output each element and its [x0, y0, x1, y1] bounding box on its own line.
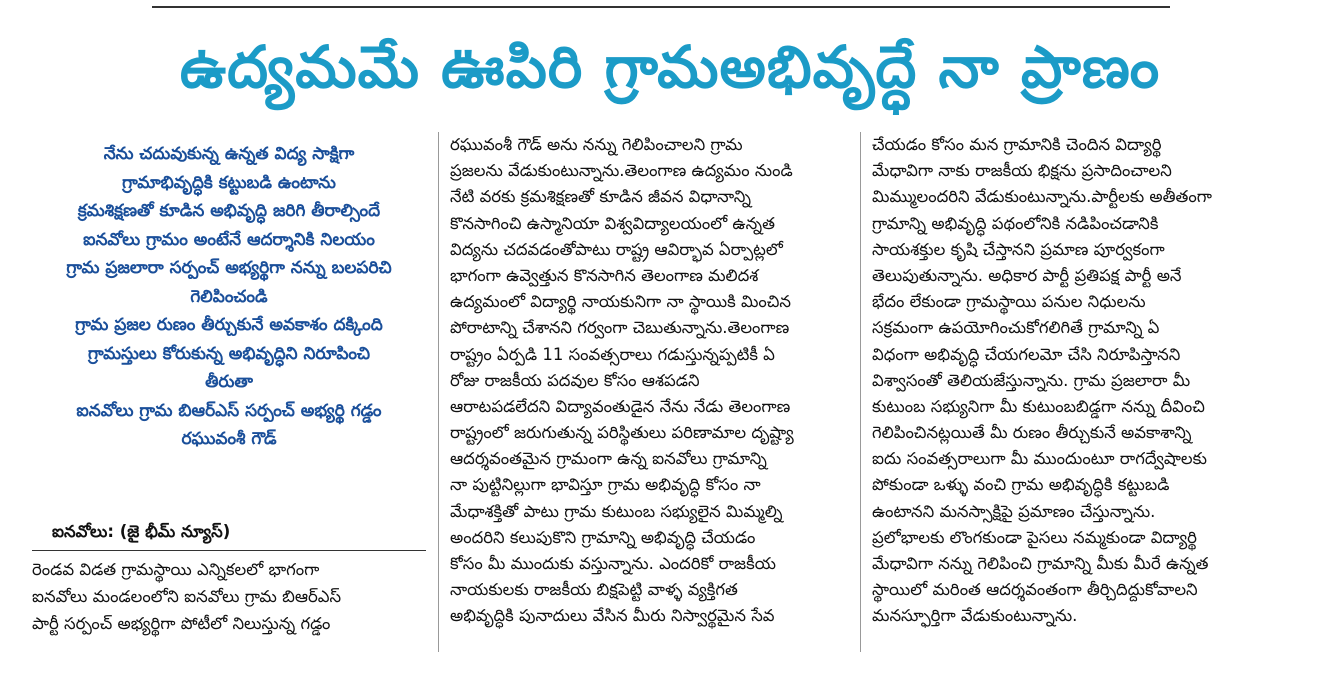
highlight-line: గ్రామాభివృద్ధికి కట్టుబడి ఉంటాను — [122, 172, 336, 193]
body-line: సాయశక్తుల కృషి చేస్తానని ప్రమాణ పూర్వకంగా — [872, 239, 1165, 259]
body-line: రాష్ట్రంలో జరుగుతున్న పరిస్థితులు పరిణామాల దృష్ట్యా — [450, 423, 794, 443]
body-line: ఉద్యమంలో విద్యార్థి నాయకునిగా నా స్థాయికి మించిన — [450, 292, 792, 312]
dateline: ఐనవోలు: (జై భీమ్ న్యూస్) — [52, 522, 231, 541]
highlight-line: గ్రామ ప్రజల రుణం తీర్చుకునే అవకాశం దక్కింది — [75, 315, 383, 335]
body-line: పార్టీ సర్పంచ్ అభ్యర్థిగా పోటీలో నిలుస్తున్న గడ్డం — [32, 614, 331, 633]
highlight-line: గెలిపించండి — [190, 286, 268, 307]
top-rule — [152, 6, 1170, 8]
body-line: రఘువంశీ గౌడ్ అను నన్ను గెలిపించాలని గ్రామ — [450, 135, 743, 154]
highlight-line: ఐనవోలు గ్రామ బిఆర్ఎస్ సర్పంచ్ అభ్యర్థి గడ్డం — [76, 400, 382, 421]
body-line: ఐదు సంవత్సరాలుగా మీ ముందుంటూ రాగద్వేషాలకు — [872, 449, 1207, 469]
body-line: మేధావిగా నాకు రాజకీయ భిక్షను ప్రసాదించాలని — [872, 161, 1172, 181]
highlight-line: ఐనవోలు గ్రామం అంటేనే ఆదర్శానికి నిలయం — [83, 229, 375, 250]
highlight-line: క్రమశిక్షణతో కూడిన అభివృద్ధి జరిగి తీరాల్సిందే — [77, 201, 381, 221]
highlight-line: తీరుతా — [205, 372, 253, 392]
body-line: భాగంగా ఉవ్వెత్తున కొనసాగిన తెలంగాణ మలిదశ — [450, 265, 759, 285]
body-line: కుటుంబ సభ్యునిగా మీ కుటుంబబిడ్డగా నన్ను దీవించి — [872, 396, 1205, 416]
body-line: సక్రమంగా ఉపయోగించుకోగలిగితే గ్రామాన్ని ఏ — [872, 318, 1160, 338]
body-line: విధంగా అభివృద్ధి చేయగలమో చేసి నిరూపిస్తానని — [872, 344, 1181, 364]
body-line: రాష్ట్రం ఏర్పడి 11 సంవత్సరాలు గడుస్తున్నప్పటికీ ఏ — [450, 344, 775, 364]
intro-paragraph — [32, 556, 426, 637]
body-line: విద్యను చదవడంతోపాటు రాష్ట్ర ఆవిర్భావ ఏర్పాట్లలో — [450, 239, 783, 259]
body-line: పోరాటాన్ని చేశానని గర్వంగా చెబుతున్నాను.తెలంగాణ — [450, 318, 790, 338]
body-line: కొనసాగించి ఉస్మానియా విశ్వవిద్యాలయంలో ఉన్నత — [450, 213, 775, 233]
column-divider — [860, 132, 861, 652]
body-line: రెండవ విడత గ్రామస్థాయి ఎన్నికలలో భాగంగా — [32, 560, 320, 579]
body-line: పోకుండా ఒళ్ళు వంచి గ్రామ అభివృద్ధికి కట్టుబడి — [872, 475, 1170, 495]
body-line: ఆదర్శవంతమైన గ్రామంగా ఉన్న ఐనవోలు గ్రామాన్ని — [450, 449, 767, 469]
column-divider — [438, 132, 439, 652]
highlight-line: నేను చదువుకున్న ఉన్నత విద్య సాక్షిగా — [103, 144, 355, 164]
body-line: అభివృద్ధికి పునాదులు వేసిన మీరు నిస్వార్థమైన సేవ — [450, 606, 775, 626]
body-line: గ్రామాన్ని అభివృద్ధి పథంలోనికి నడిపించడానికి — [872, 213, 1159, 233]
highlight-block — [32, 140, 426, 454]
highlight-line: రఘువంశీ గౌడ్ — [181, 429, 277, 449]
body-line: విశ్వాసంతో తెలియజేస్తున్నాను. గ్రామ ప్రజలారా మీ — [872, 370, 1191, 390]
body-line: ప్రజలను వేడుకుంటున్నాను.తెలంగాణ ఉద్యమం నుండి — [450, 161, 793, 181]
body-column-right — [872, 132, 1312, 630]
body-line: మేధాశక్తితో పాటు గ్రామ కుటుంబ సభ్యులైన మిమ్మల్ని — [450, 501, 783, 521]
body-line: ప్రలోభాలకు లొంగకుండా పైసలు నమ్మకుండా విద్యార్థి — [872, 527, 1197, 547]
body-line: నా పుట్టినిల్లుగా భావిస్తూ గ్రామ అభివృద్ధి కోసం నా — [450, 475, 761, 495]
body-line: ఐనవోలు మండలంలోని ఐనవోలు గ్రామ బిఆర్ఎస్ — [32, 587, 342, 606]
body-line: మేధావిగా నన్ను గెలిపించి గ్రామాన్ని మీకు మీరే ఉన్నత — [872, 554, 1209, 573]
body-line: భేదం లేకుండా గ్రామస్థాయి పనుల నిధులను — [872, 292, 1146, 312]
body-line: ఆరాటపడలేదని విద్యావంతుడైన నేను నేడు తెలంగాణ — [450, 396, 791, 416]
body-line: మిమ్ములందరిని వేడుకుంటున్నాను.పార్టీలకు అతీతంగా — [872, 187, 1212, 207]
body-line: మనస్ఫూర్తిగా వేడుకుంటున్నాను. — [872, 606, 1078, 626]
body-line: స్థాయిలో మరింత ఆదర్శవంతంగా తీర్చిదిద్దుకోవాలని — [872, 580, 1198, 600]
body-line: అందరిని కలుపుకొని గ్రామాన్ని అభివృద్ధి చేయడం — [450, 527, 756, 547]
body-line: తెలుపుతున్నాను. అధికార పార్టీ ప్రతిపక్ష పార్టీ అనే — [872, 265, 1182, 285]
dateline-rule — [32, 550, 426, 551]
body-column-middle — [450, 132, 846, 630]
body-line: కోసం మీ ముందుకు వస్తున్నాను. ఎందరికో రాజకీయ — [450, 554, 776, 573]
body-line: ఉంటానని మనస్సాక్షిపై ప్రమాణం చేస్తున్నాను. — [872, 501, 1156, 521]
body-line: నేటి వరకు క్రమశిక్షణతో కూడిన జీవన విధానాన్ని — [450, 187, 751, 207]
body-line: గెలిపించినట్లయితే మీ రుణం తీర్చుకునే అవకాశాన్ని — [872, 423, 1192, 443]
highlight-line: గ్రామస్తులు కోరుకున్న అభివృద్ధిని నిరూపించి — [87, 343, 371, 364]
body-line: నాయకులకు రాజకీయ బిక్షపెట్టి వాళ్ళ వ్యక్తిగత — [450, 580, 738, 600]
headline: ఉద్యమమే ఊపిరి గ్రామఅభివృద్ధే నా ప్రాణం — [179, 33, 1161, 101]
highlight-line: గ్రామ ప్రజలారా సర్పంచ్ అభ్యర్థిగా నన్ను బలపరిచి — [66, 258, 392, 278]
body-line: చేయడం కోసం మన గ్రామానికి చెందిన విద్యార్థి — [872, 135, 1162, 154]
body-line: రోజు రాజకీయ పదవుల కోసం ఆశపడని — [450, 370, 700, 390]
